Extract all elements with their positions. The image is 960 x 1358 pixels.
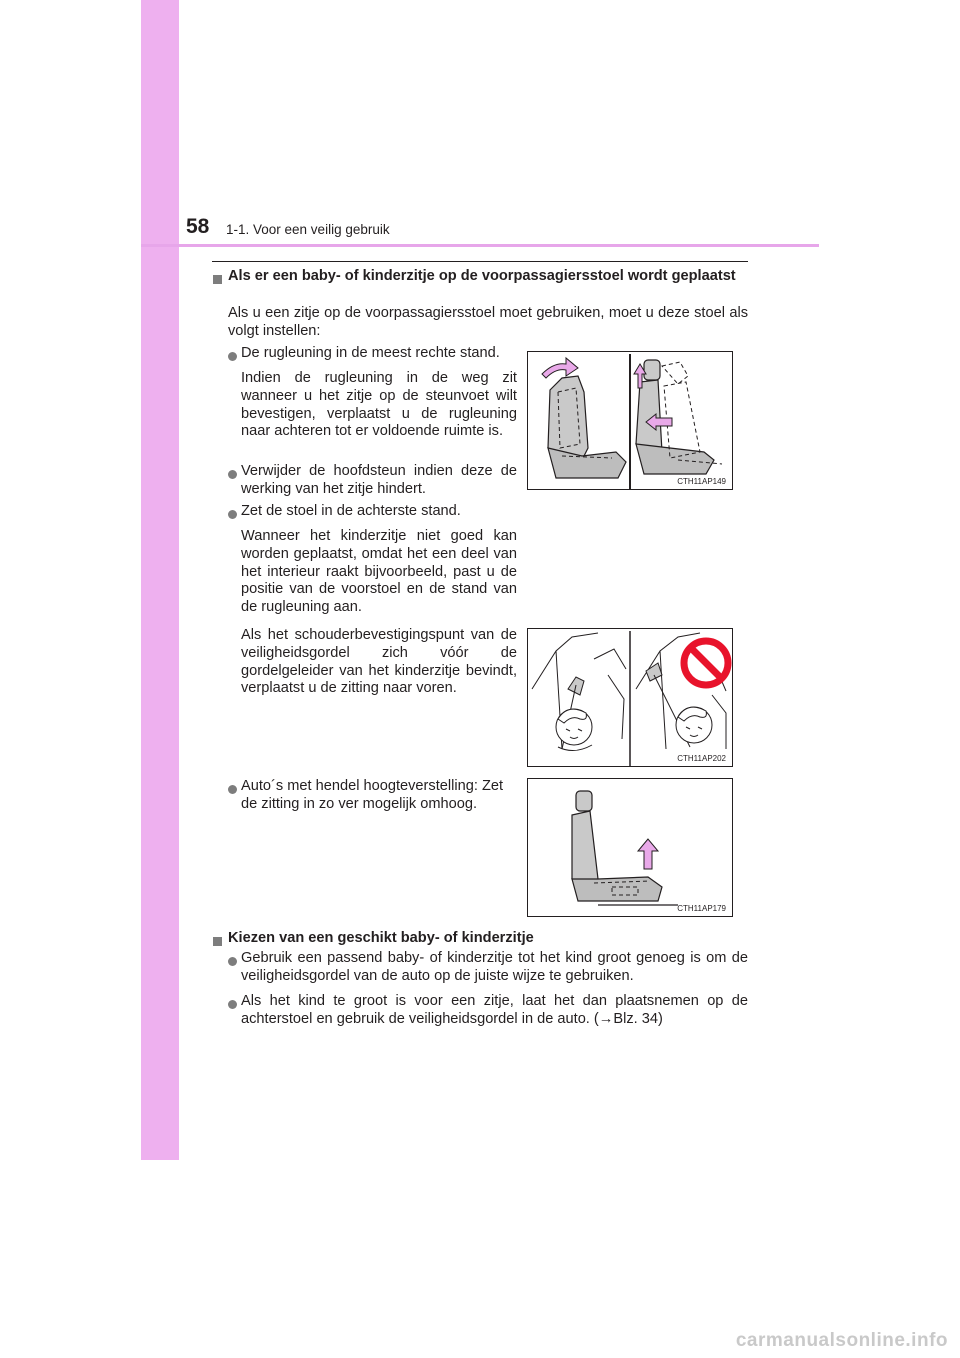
bullet-shoulder-anchor-detail: Als het schouderbevestigingspunt van de veiligheidsgordel zich vóór de gordelgeleider van het kinderzitje bevindt, verplaatst u de zitting naar voren. — [241, 627, 517, 697]
chapter-title: 1-1. Voor een veilig gebruik — [226, 222, 390, 237]
figure-code: CTH11AP149 — [677, 477, 726, 486]
bullet-choose-seat: Gebruik een passend baby- of kinderzitje tot het kind groot genoeg is om de veiligheidsgordel van de auto op de juiste wijze te gebruiken. — [241, 950, 748, 984]
header-rule — [141, 244, 819, 247]
bullet-dot-icon — [228, 1000, 237, 1009]
bullet-dot-icon — [228, 785, 237, 794]
bullet-dot-icon — [228, 470, 237, 479]
bullet-dot-icon — [228, 510, 237, 519]
section-rule — [212, 261, 748, 262]
figure-code: CTH11AP179 — [677, 904, 726, 913]
square-bullet-icon — [213, 937, 222, 946]
figure-seat-height — [527, 778, 733, 917]
figure-belt-position — [527, 628, 733, 767]
chapter-sidebar-tab — [141, 0, 179, 1160]
intro-paragraph: Als u een zitje op de voorpassagiersstoel moet gebruiken, moet u deze stoel als volgt instellen: — [228, 305, 748, 339]
bullet-seatback-upright: De rugleuning in de meest rechte stand. — [241, 345, 500, 361]
bullet-dot-icon — [228, 957, 237, 966]
bullet-seatback-detail: Indien de rugleuning in de weg zit wanneer u het zitje op de steunvoet wilt bevestigen, verplaatst u de rugleuning naar achteren tot er voldoende ruimte is. — [241, 370, 517, 440]
section-heading: Als er een baby- of kinderzitje op de voorpassagiersstoel wordt geplaatst — [228, 268, 736, 284]
watermark: carmanualsonline.info — [735, 1330, 948, 1351]
square-bullet-icon — [213, 275, 222, 284]
bullet-height-adjust: Auto´s met hendel hoogteverstelling: Zet de zitting in zo ver mogelijk omhoog. — [241, 778, 504, 812]
bullet-seat-rearmost: Zet de stoel in de achterste stand. — [241, 503, 461, 519]
page-number: 58 — [186, 215, 210, 238]
figure-code: CTH11AP202 — [677, 754, 726, 763]
bullet-remove-headrest: Verwijder de hoofdsteun indien deze de werking van het zitje hindert. — [241, 463, 517, 497]
bullet-seat-rearmost-detail: Wanneer het kinderzitje niet goed kan worden geplaatst, omdat het een deel van het interieur raakt bijvoorbeeld, past u de positie van de voorstoel en de stand van de rugleuning aan. — [241, 528, 517, 616]
figure-seatback-adjust — [527, 351, 733, 490]
section-heading: Kiezen van een geschikt baby- of kinderzitje — [228, 930, 534, 946]
bullet-child-too-big: Als het kind te groot is voor een zitje, laat het dan plaatsnemen op de achterstoel en gebruik de veiligheidsgordel in de auto. (→Blz. 34) — [241, 993, 748, 1027]
bullet-dot-icon — [228, 352, 237, 361]
